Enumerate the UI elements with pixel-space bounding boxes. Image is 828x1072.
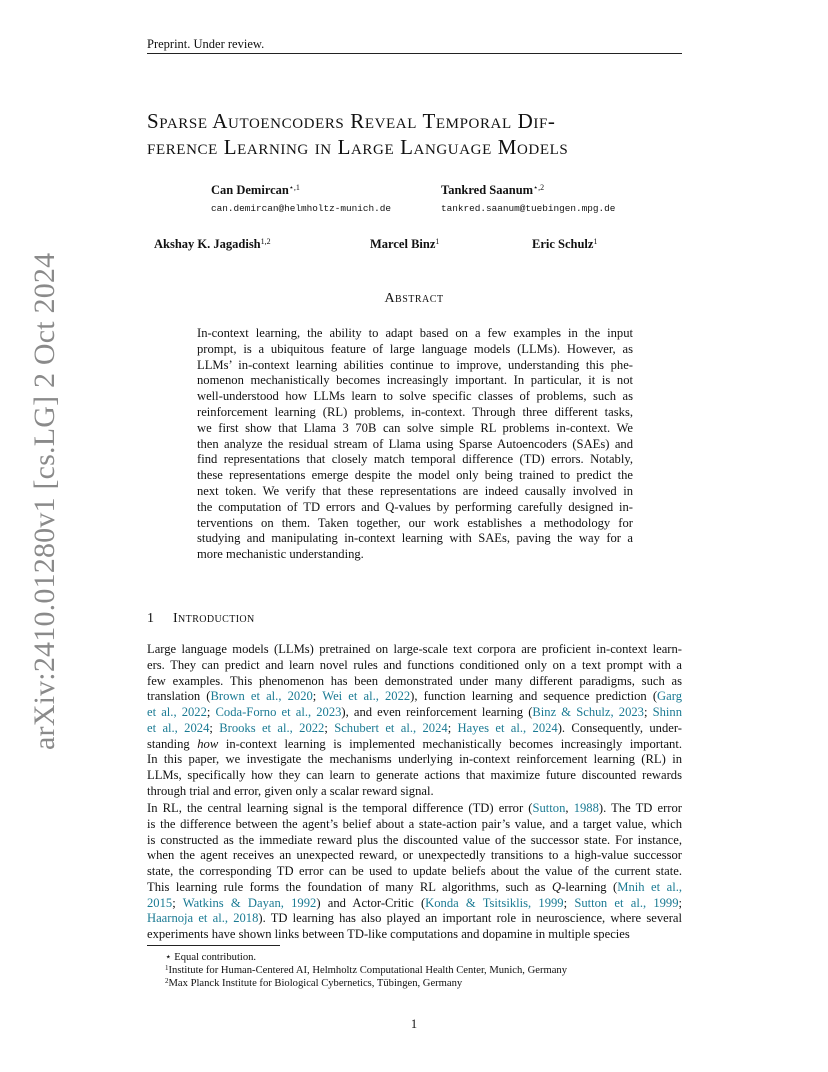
text-run: In this paper, we investigate the mechanisms underlying in-context reinforcement learning (RL) in: [147, 752, 682, 767]
citation-link[interactable]: Binz & Schulz, 2023: [532, 705, 644, 719]
citation-link[interactable]: 1988: [573, 801, 599, 815]
text-run: ) and Actor-Critic (: [316, 895, 426, 910]
text-run: experiments have shown links between TD-like computations and dopamine in multiple species: [147, 927, 630, 941]
citation-link[interactable]: Sutton et al., 1999: [574, 895, 679, 910]
paragraph-line: [147, 911, 682, 927]
citation-link[interactable]: Schubert et al., 2024: [334, 720, 448, 735]
footnote-affiliation-1: $^1$Institute for Human-Centered AI, Helmholtz Computational Health Center, Munich, Germany: [165, 964, 568, 976]
author-name: Can Demircan$^{⋆,1}$: [211, 183, 300, 197]
title-line-1: Sparse Autoencoders Reveal Temporal Dif-: [147, 109, 556, 133]
page-number: 1: [410, 1017, 418, 1031]
author-email[interactable]: tankred.saanum@tuebingen.mpg.de: [441, 203, 616, 214]
abstract-line: these representations emerge despite the model only being trained to predict the: [197, 468, 633, 483]
text-run: Large language models (LLMs) pretrained on large-scale text corpora are proficient in-context learn-: [147, 642, 682, 656]
citation-link[interactable]: Haarnoja et al., 2018: [147, 911, 259, 926]
citation-link[interactable]: Shinn: [652, 705, 682, 719]
paragraph-line: [147, 689, 682, 705]
author-email[interactable]: can.demircan@helmholtz-munich.de: [211, 203, 392, 214]
section-title: Introduction: [173, 611, 255, 626]
paragraph-line: [147, 833, 682, 849]
text-run: through trial and error, given only a scalar reward signal.: [147, 783, 434, 798]
text-run: ;: [678, 895, 683, 910]
author-binz: Marcel Binz$^1$: [370, 237, 440, 251]
text-run: standing: [147, 736, 198, 751]
intro-paragraph-2: [147, 801, 682, 943]
footnote-rule: [147, 945, 280, 946]
section-heading-introduction: [147, 611, 255, 627]
paper-title: [147, 108, 707, 160]
text-run: ;: [447, 720, 458, 735]
text-run: state, the corresponding TD error can be used to update beliefs about the value of the current state.: [147, 864, 682, 878]
citation-link[interactable]: Brown et al., 2020: [210, 689, 313, 704]
text-run: ;: [206, 705, 216, 719]
running-header: Preprint. Under review.: [147, 37, 265, 51]
author-block-demircan: [211, 183, 391, 214]
text-run: ,: [565, 801, 574, 815]
citation-link[interactable]: Brooks et al., 2022: [219, 720, 325, 735]
text-run: ;: [563, 895, 575, 910]
section-number: 1: [147, 611, 155, 626]
abstract-line: the computation of TD errors and Q-values by performing carefully designed in-: [197, 499, 633, 514]
paragraph-line: [147, 801, 682, 817]
abstract-line: LLMs’ in-context learning abilities continue to improve, understanding this phe-: [197, 357, 633, 372]
text-run: ). The TD error: [598, 801, 682, 815]
citation-link[interactable]: 2015: [147, 895, 173, 910]
paragraph-line: [147, 752, 682, 768]
abstract-line: In-context learning, the ability to adapt based on a few examples in the input: [197, 326, 633, 340]
text-run: is constructed as the immediate reward plus the discounted value of the successor state. For instance,: [147, 832, 682, 847]
paragraph-line: [147, 768, 682, 784]
citation-link[interactable]: Coda-Forno et al., 2023: [215, 705, 342, 719]
paragraph-line: [147, 880, 682, 896]
text-run: This learning rule forms the foundation of many RL algorithms, such as: [147, 879, 553, 894]
abstract-heading: Abstract: [384, 291, 444, 306]
text-run: ), and even reinforcement learning (: [341, 705, 533, 719]
text-run: ;: [209, 720, 220, 735]
emphasis-text: Q: [552, 879, 562, 894]
citation-link[interactable]: Garg: [657, 689, 682, 704]
paragraph-line: [147, 737, 682, 753]
abstract-line: prompt, is a ubiquitous feature of large language models (LLMs). However, as: [197, 341, 633, 356]
citation-link[interactable]: Wei et al., 2022: [322, 689, 411, 704]
author-block-saanum: [441, 183, 615, 214]
author-name: Tankred Saanum$^{⋆,2}$: [441, 183, 545, 197]
text-run: few examples. This phenomenon has been demonstrated under many different paradigms, such as: [147, 673, 682, 688]
text-run: in-context learning is implemented mechanistically becomes increasingly important.: [218, 736, 682, 751]
citation-link[interactable]: Watkins & Dayan, 1992: [182, 895, 317, 910]
abstract-line: studying and manipulating in-context learning with SAEs, paving the way for a: [197, 531, 633, 546]
citation-link[interactable]: et al., 2022: [147, 705, 207, 719]
abstract-line: find representations that closely match temporal difference (TD) errors. Notably,: [197, 452, 633, 467]
author-jagadish: Akshay K. Jagadish$^{1,2}$: [154, 237, 271, 251]
citation-link[interactable]: Sutton: [532, 801, 566, 815]
text-run: is the difference between the agent’s belief about a state-action pair’s value, and a target value, which: [147, 816, 682, 831]
text-run: ;: [324, 720, 335, 735]
text-run: -learning (: [561, 879, 618, 894]
text-run: ;: [643, 705, 653, 719]
paragraph-line: [147, 864, 682, 880]
abstract-line: then analyze the residual stream of Llama using Sparse Autoencoders (SAEs) and: [197, 436, 633, 451]
paragraph-line: [147, 705, 682, 721]
footnote-affiliation-2: $^2$Max Planck Institute for Biological Cybernetics, Tübingen, Germany: [165, 977, 463, 989]
paragraph-line: [147, 674, 682, 690]
citation-link[interactable]: Mnih et al.,: [617, 879, 682, 894]
paragraph-line: [147, 721, 682, 737]
citation-link[interactable]: Hayes et al., 2024: [457, 720, 558, 735]
paragraph-line: [147, 642, 682, 658]
text-run: ;: [312, 689, 323, 704]
text-run: LLMs, specifically how they can learn to generate actions that maximize future discounted rewards: [147, 768, 682, 782]
text-run: In RL, the central learning signal is the temporal difference (TD) error (: [147, 801, 533, 815]
abstract-line: next token. We verify that these representations are indeed causally involved in: [197, 483, 633, 498]
text-run: ers. They can predict and learn novel rules and functions conditioned only on a text prompt with a: [147, 657, 682, 672]
text-run: when the agent receives an unexpected reward, or unexpectedly transitions to a high-value successor: [147, 848, 682, 863]
emphasis-text: how: [197, 736, 219, 751]
abstract-line: well-understood how LLMs learn to solve specific classes of problems, such as: [197, 389, 633, 404]
abstract-line: reinforcement learning (RL) problems, in-context. Through three different tasks,: [197, 404, 633, 419]
text-run: ). TD learning has also played an important role in neuroscience, where several: [258, 911, 682, 926]
paragraph-line: [147, 784, 682, 800]
header-rule: [147, 53, 682, 54]
paragraph-line: [147, 848, 682, 864]
abstract-line: terventions on them. Taken together, our work establishes a methodology for: [197, 515, 633, 530]
abstract-line: nomenon mechanistically becomes increasingly important. In particular, it is not: [197, 373, 633, 388]
citation-link[interactable]: et al., 2024: [147, 720, 210, 735]
abstract-line: we first show that Llama 3 70B can solve simple RL problems in-context. We: [197, 420, 633, 435]
author-schulz: Eric Schulz$^1$: [532, 237, 598, 251]
title-line-2: ference Learning in Large Language Models: [147, 135, 569, 159]
abstract-text: [197, 326, 633, 563]
intro-paragraph-1: [147, 642, 682, 800]
paragraph-line: [147, 658, 682, 674]
text-run: translation (: [147, 689, 211, 704]
paragraph-line: [147, 896, 682, 912]
citation-link[interactable]: Konda & Tsitsiklis, 1999: [425, 895, 564, 910]
arxiv-identifier-stamp: arXiv:2410.01280v1 [cs.LG] 2 Oct 2024: [28, 252, 61, 750]
footnote-equal-contribution: ⋆ Equal contribution.: [165, 952, 257, 963]
abstract-line: more mechanistic understanding.: [197, 547, 364, 562]
paragraph-line: [147, 817, 682, 833]
text-run: ;: [172, 895, 183, 910]
paragraph-line: [147, 927, 682, 943]
text-run: ), function learning and sequence prediction (: [410, 689, 658, 704]
text-run: ). Consequently, under-: [557, 720, 682, 735]
